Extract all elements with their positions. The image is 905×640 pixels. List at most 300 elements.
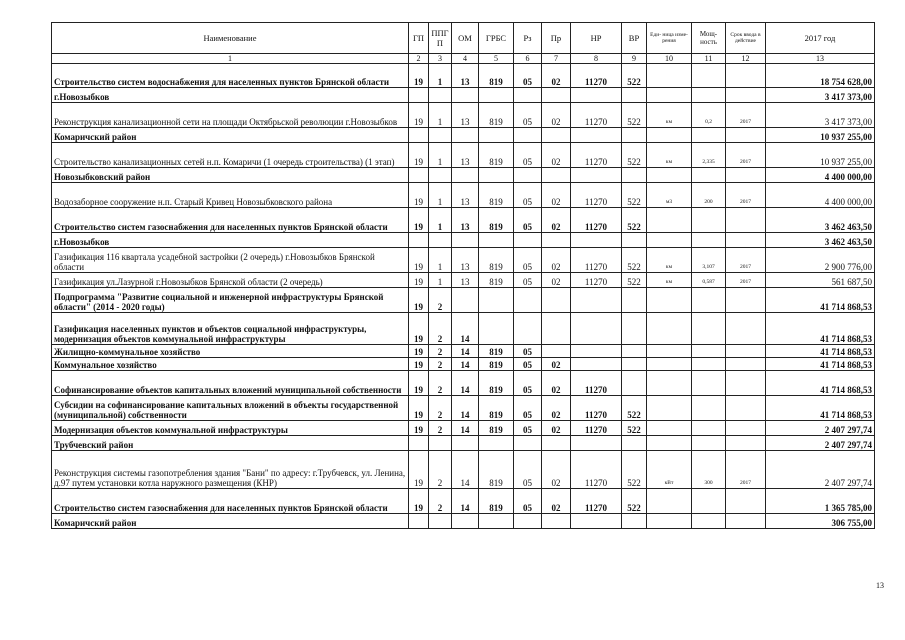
cell-grbs: 819: [479, 273, 514, 288]
cell-grbs: 819: [479, 248, 514, 273]
cell-unit: [647, 514, 692, 529]
cell-nr: 11270: [571, 248, 622, 273]
cell-om: [452, 168, 479, 183]
table-row: [52, 143, 875, 168]
cell-term: 2017: [726, 451, 766, 489]
cell-term: 2017: [726, 273, 766, 288]
cell-pr: [542, 514, 571, 529]
cell-pr: 02: [542, 358, 571, 371]
cell-ppgp: [429, 514, 452, 529]
cell-term: 2017: [726, 143, 766, 168]
col-header-term: Срок ввода в действие: [726, 23, 766, 54]
cell-sum: 306 755,00: [766, 514, 875, 529]
cell-nr: [571, 436, 622, 451]
col-num: 4: [452, 54, 479, 64]
table-row: [52, 421, 875, 436]
cell-ppgp: [429, 233, 452, 248]
cell-nr: 11270: [571, 183, 622, 208]
cell-name: Строительство канализационных сетей н.п. Комаричи (1 очередь строительства) (1 этап): [52, 143, 409, 168]
table-row: [52, 451, 875, 489]
cell-gp: 19: [409, 103, 429, 128]
cell-unit: [647, 345, 692, 358]
cell-rz: [514, 514, 542, 529]
cell-om: 14: [452, 489, 479, 514]
cell-pr: 02: [542, 103, 571, 128]
cell-rz: 05: [514, 421, 542, 436]
cell-om: [452, 88, 479, 103]
cell-ppgp: 2: [429, 489, 452, 514]
table-row: [52, 64, 875, 88]
table-row: [52, 128, 875, 143]
cell-vr: 522: [622, 489, 647, 514]
col-num: 9: [622, 54, 647, 64]
cell-sum: 3 462 463,50: [766, 233, 875, 248]
cell-vr: [622, 514, 647, 529]
cell-om: 14: [452, 345, 479, 358]
cell-ppgp: [429, 436, 452, 451]
cell-rz: 05: [514, 396, 542, 421]
cell-ppgp: 1: [429, 64, 452, 88]
cell-gp: 19: [409, 208, 429, 233]
table-row: [52, 288, 875, 313]
table-row: [52, 103, 875, 128]
cell-name: Газификация населенных пунктов и объектов социальной инфраструктуры, модернизация объектов коммунальной инфраструктуры: [52, 313, 409, 345]
cell-unit: [647, 396, 692, 421]
cell-rz: [514, 168, 542, 183]
cell-pr: [542, 233, 571, 248]
cell-power: [692, 288, 726, 313]
cell-rz: [514, 313, 542, 345]
cell-om: 14: [452, 421, 479, 436]
cell-rz: 05: [514, 371, 542, 396]
cell-pr: 02: [542, 273, 571, 288]
cell-sum: 18 754 628,00: [766, 64, 875, 88]
cell-term: 2017: [726, 183, 766, 208]
cell-nr: [571, 313, 622, 345]
cell-grbs: [479, 88, 514, 103]
cell-rz: 05: [514, 143, 542, 168]
cell-term: [726, 514, 766, 529]
cell-gp: [409, 88, 429, 103]
cell-unit: км: [647, 143, 692, 168]
cell-power: 3,107: [692, 248, 726, 273]
cell-pr: [542, 288, 571, 313]
col-num: 5: [479, 54, 514, 64]
cell-term: [726, 64, 766, 88]
col-header-nr: НР: [571, 23, 622, 54]
cell-gp: 19: [409, 489, 429, 514]
cell-nr: 11270: [571, 421, 622, 436]
cell-om: [452, 514, 479, 529]
cell-unit: [647, 64, 692, 88]
cell-power: [692, 345, 726, 358]
col-header-power: Мощ- ность: [692, 23, 726, 54]
cell-sum: 10 937 255,00: [766, 143, 875, 168]
cell-power: [692, 358, 726, 371]
cell-name: Реконструкция системы газопотребления здания "Бани" по адресу: г.Трубчевск, ул. Ленина, д.97 путем установки котла наружного размещения (КНР): [52, 451, 409, 489]
cell-unit: [647, 421, 692, 436]
cell-sum: 2 407 297,74: [766, 436, 875, 451]
cell-term: [726, 421, 766, 436]
cell-ppgp: 1: [429, 183, 452, 208]
cell-vr: [622, 345, 647, 358]
cell-sum: 10 937 255,00: [766, 128, 875, 143]
cell-term: [726, 168, 766, 183]
cell-vr: [622, 128, 647, 143]
cell-nr: [571, 88, 622, 103]
cell-term: [726, 88, 766, 103]
cell-pr: 02: [542, 421, 571, 436]
cell-rz: 05: [514, 103, 542, 128]
cell-om: [452, 233, 479, 248]
cell-gp: 19: [409, 183, 429, 208]
cell-om: 13: [452, 143, 479, 168]
cell-power: 200: [692, 183, 726, 208]
cell-power: [692, 421, 726, 436]
cell-unit: [647, 288, 692, 313]
cell-gp: [409, 233, 429, 248]
page-number: 13: [876, 581, 884, 590]
cell-term: [726, 489, 766, 514]
cell-pr: [542, 436, 571, 451]
cell-gp: 19: [409, 396, 429, 421]
col-num: 2: [409, 54, 429, 64]
cell-name: Жилищно-коммунальное хозяйство: [52, 345, 409, 358]
cell-rz: [514, 88, 542, 103]
cell-nr: 11270: [571, 371, 622, 396]
cell-nr: 11270: [571, 489, 622, 514]
cell-sum: 41 714 868,53: [766, 371, 875, 396]
cell-gp: 19: [409, 64, 429, 88]
table-row: [52, 248, 875, 273]
cell-power: 0,587: [692, 273, 726, 288]
cell-rz: 05: [514, 248, 542, 273]
cell-term: [726, 233, 766, 248]
cell-om: 14: [452, 371, 479, 396]
cell-pr: 02: [542, 248, 571, 273]
cell-name: Водозаборное сооружение н.п. Старый Кривец Новозыбковского района: [52, 183, 409, 208]
cell-vr: [622, 233, 647, 248]
table-row: [52, 371, 875, 396]
cell-grbs: 819: [479, 489, 514, 514]
cell-om: [452, 128, 479, 143]
cell-power: [692, 396, 726, 421]
cell-sum: 4 400 000,00: [766, 168, 875, 183]
cell-grbs: [479, 233, 514, 248]
cell-vr: 522: [622, 183, 647, 208]
cell-nr: [571, 233, 622, 248]
cell-unit: кВт: [647, 451, 692, 489]
cell-gp: 19: [409, 451, 429, 489]
cell-pr: 02: [542, 208, 571, 233]
cell-nr: [571, 514, 622, 529]
cell-sum: 2 407 297,74: [766, 451, 875, 489]
cell-rz: 05: [514, 64, 542, 88]
cell-grbs: 819: [479, 208, 514, 233]
cell-name: Подпрограмма "Развитие социальной и инженерной инфраструктуры Брянской области" (2014 - 2020 годы): [52, 288, 409, 313]
cell-rz: [514, 288, 542, 313]
cell-ppgp: 2: [429, 396, 452, 421]
cell-term: [726, 345, 766, 358]
cell-vr: 522: [622, 421, 647, 436]
cell-grbs: 819: [479, 64, 514, 88]
cell-ppgp: 2: [429, 371, 452, 396]
table-row: [52, 168, 875, 183]
budget-table-page: [51, 22, 874, 529]
cell-term: [726, 313, 766, 345]
cell-power: 0,2: [692, 103, 726, 128]
cell-grbs: 819: [479, 451, 514, 489]
cell-ppgp: 1: [429, 208, 452, 233]
cell-gp: 19: [409, 345, 429, 358]
cell-power: [692, 64, 726, 88]
cell-power: [692, 514, 726, 529]
cell-ppgp: 2: [429, 451, 452, 489]
cell-vr: 522: [622, 103, 647, 128]
cell-om: 14: [452, 358, 479, 371]
cell-om: 13: [452, 103, 479, 128]
col-num: 7: [542, 54, 571, 64]
col-header-grbs: ГРБС: [479, 23, 514, 54]
cell-vr: 522: [622, 451, 647, 489]
cell-vr: 522: [622, 143, 647, 168]
cell-unit: км: [647, 248, 692, 273]
cell-name: Новозыбковский район: [52, 168, 409, 183]
cell-name: Газификация 116 квартала усадебной застройки (2 очередь) г.Новозыбков Брянской области: [52, 248, 409, 273]
col-num: 3: [429, 54, 452, 64]
cell-nr: 11270: [571, 103, 622, 128]
cell-pr: [542, 88, 571, 103]
cell-grbs: 819: [479, 345, 514, 358]
cell-vr: [622, 288, 647, 313]
cell-term: 2017: [726, 248, 766, 273]
cell-unit: [647, 128, 692, 143]
cell-vr: 522: [622, 248, 647, 273]
cell-name: Трубчевский район: [52, 436, 409, 451]
table-row: [52, 88, 875, 103]
cell-ppgp: 2: [429, 345, 452, 358]
cell-gp: 19: [409, 371, 429, 396]
cell-rz: 05: [514, 183, 542, 208]
cell-sum: 2 407 297,74: [766, 421, 875, 436]
table-row: [52, 273, 875, 288]
cell-sum: 41 714 868,53: [766, 396, 875, 421]
cell-om: 13: [452, 248, 479, 273]
cell-nr: [571, 128, 622, 143]
cell-grbs: [479, 288, 514, 313]
cell-grbs: [479, 436, 514, 451]
cell-grbs: 819: [479, 396, 514, 421]
table-row: [52, 233, 875, 248]
cell-power: [692, 371, 726, 396]
cell-ppgp: [429, 128, 452, 143]
col-header-rz: Рз: [514, 23, 542, 54]
cell-unit: км: [647, 103, 692, 128]
cell-grbs: 819: [479, 183, 514, 208]
cell-rz: 05: [514, 489, 542, 514]
cell-ppgp: 2: [429, 288, 452, 313]
col-header-unit: Еди- ница изме- рения: [647, 23, 692, 54]
cell-power: [692, 128, 726, 143]
cell-nr: 11270: [571, 143, 622, 168]
cell-sum: 2 900 776,00: [766, 248, 875, 273]
col-num: 10: [647, 54, 692, 64]
cell-term: [726, 358, 766, 371]
cell-ppgp: [429, 168, 452, 183]
cell-pr: 02: [542, 489, 571, 514]
cell-vr: [622, 168, 647, 183]
cell-pr: 02: [542, 64, 571, 88]
cell-name: Строительство систем газоснабжения для населенных пунктов Брянской области: [52, 489, 409, 514]
cell-nr: 11270: [571, 64, 622, 88]
cell-name: Комаричский район: [52, 128, 409, 143]
cell-grbs: 819: [479, 103, 514, 128]
cell-name: г.Новозыбков: [52, 88, 409, 103]
cell-om: 14: [452, 396, 479, 421]
table-row: [52, 313, 875, 345]
table-row: [52, 345, 875, 358]
cell-unit: [647, 489, 692, 514]
table-row: [52, 489, 875, 514]
cell-om: [452, 288, 479, 313]
col-header-gp: ГП: [409, 23, 429, 54]
cell-vr: [622, 358, 647, 371]
cell-sum: 3 417 373,00: [766, 88, 875, 103]
cell-grbs: [479, 514, 514, 529]
table-row: [52, 358, 875, 371]
col-num: 6: [514, 54, 542, 64]
cell-name: Коммунальное хозяйство: [52, 358, 409, 371]
cell-pr: 02: [542, 396, 571, 421]
cell-unit: [647, 88, 692, 103]
cell-term: [726, 288, 766, 313]
cell-ppgp: 2: [429, 421, 452, 436]
col-num: 1: [52, 54, 409, 64]
col-num: 12: [726, 54, 766, 64]
cell-pr: [542, 168, 571, 183]
cell-om: 13: [452, 183, 479, 208]
header-row: [52, 23, 875, 54]
table-row: [52, 514, 875, 529]
cell-name: Модернизация объектов коммунальной инфраструктуры: [52, 421, 409, 436]
column-numbers-row: [52, 54, 875, 64]
table-row: [52, 396, 875, 421]
cell-pr: 02: [542, 451, 571, 489]
col-num: 8: [571, 54, 622, 64]
cell-ppgp: [429, 88, 452, 103]
cell-rz: [514, 233, 542, 248]
cell-rz: 05: [514, 345, 542, 358]
cell-gp: [409, 436, 429, 451]
cell-sum: 1 365 785,00: [766, 489, 875, 514]
cell-name: Строительство систем газоснабжения для населенных пунктов Брянской области: [52, 208, 409, 233]
cell-rz: 05: [514, 358, 542, 371]
cell-ppgp: 1: [429, 248, 452, 273]
col-num: 11: [692, 54, 726, 64]
cell-ppgp: 1: [429, 103, 452, 128]
cell-rz: 05: [514, 273, 542, 288]
cell-nr: [571, 168, 622, 183]
cell-sum: 41 714 868,53: [766, 313, 875, 345]
cell-power: [692, 436, 726, 451]
cell-grbs: 819: [479, 358, 514, 371]
cell-pr: [542, 313, 571, 345]
cell-vr: 522: [622, 396, 647, 421]
cell-term: 2017: [726, 103, 766, 128]
cell-grbs: [479, 128, 514, 143]
cell-term: [726, 128, 766, 143]
cell-grbs: [479, 313, 514, 345]
cell-gp: [409, 514, 429, 529]
cell-ppgp: 1: [429, 273, 452, 288]
cell-nr: [571, 358, 622, 371]
cell-sum: 41 714 868,53: [766, 345, 875, 358]
cell-sum: 41 714 868,53: [766, 358, 875, 371]
cell-ppgp: 2: [429, 358, 452, 371]
cell-vr: [622, 88, 647, 103]
cell-gp: 19: [409, 288, 429, 313]
col-header-name: Наименование: [52, 23, 409, 54]
col-header-vr: ВР: [622, 23, 647, 54]
cell-power: 300: [692, 451, 726, 489]
cell-om: 13: [452, 64, 479, 88]
cell-name: Газификация ул.Лазурной г.Новозыбков Брянской области (2 очередь): [52, 273, 409, 288]
cell-term: [726, 396, 766, 421]
cell-gp: [409, 128, 429, 143]
table-row: [52, 436, 875, 451]
cell-gp: 19: [409, 313, 429, 345]
cell-sum: 3 417 373,00: [766, 103, 875, 128]
cell-ppgp: 1: [429, 143, 452, 168]
col-header-pr: Пр: [542, 23, 571, 54]
col-header-om: ОМ: [452, 23, 479, 54]
table-row: [52, 183, 875, 208]
cell-gp: 19: [409, 421, 429, 436]
cell-nr: [571, 345, 622, 358]
cell-grbs: 819: [479, 421, 514, 436]
cell-name: г.Новозыбков: [52, 233, 409, 248]
cell-gp: [409, 168, 429, 183]
cell-grbs: [479, 168, 514, 183]
cell-nr: 11270: [571, 273, 622, 288]
cell-vr: 522: [622, 273, 647, 288]
cell-vr: 522: [622, 64, 647, 88]
cell-name: Софинансирование объектов капитальных вложений муниципальной собственности: [52, 371, 409, 396]
cell-unit: [647, 358, 692, 371]
cell-pr: 02: [542, 183, 571, 208]
cell-name: Строительство систем водоснабжения для населенных пунктов Брянской области: [52, 64, 409, 88]
cell-unit: [647, 208, 692, 233]
cell-om: [452, 436, 479, 451]
cell-power: [692, 208, 726, 233]
cell-grbs: 819: [479, 143, 514, 168]
cell-grbs: 819: [479, 371, 514, 396]
cell-unit: [647, 436, 692, 451]
cell-pr: 02: [542, 143, 571, 168]
cell-om: 14: [452, 451, 479, 489]
cell-unit: [647, 233, 692, 248]
cell-name: Субсидии на софинансирование капитальных вложений в объекты государственной (муниципальной) собственности: [52, 396, 409, 421]
cell-unit: [647, 371, 692, 396]
cell-term: [726, 371, 766, 396]
cell-unit: [647, 168, 692, 183]
cell-vr: [622, 436, 647, 451]
col-header-ppgp: ППГ П: [429, 23, 452, 54]
cell-gp: 19: [409, 248, 429, 273]
cell-pr: [542, 345, 571, 358]
cell-pr: [542, 128, 571, 143]
cell-sum: 561 687,50: [766, 273, 875, 288]
